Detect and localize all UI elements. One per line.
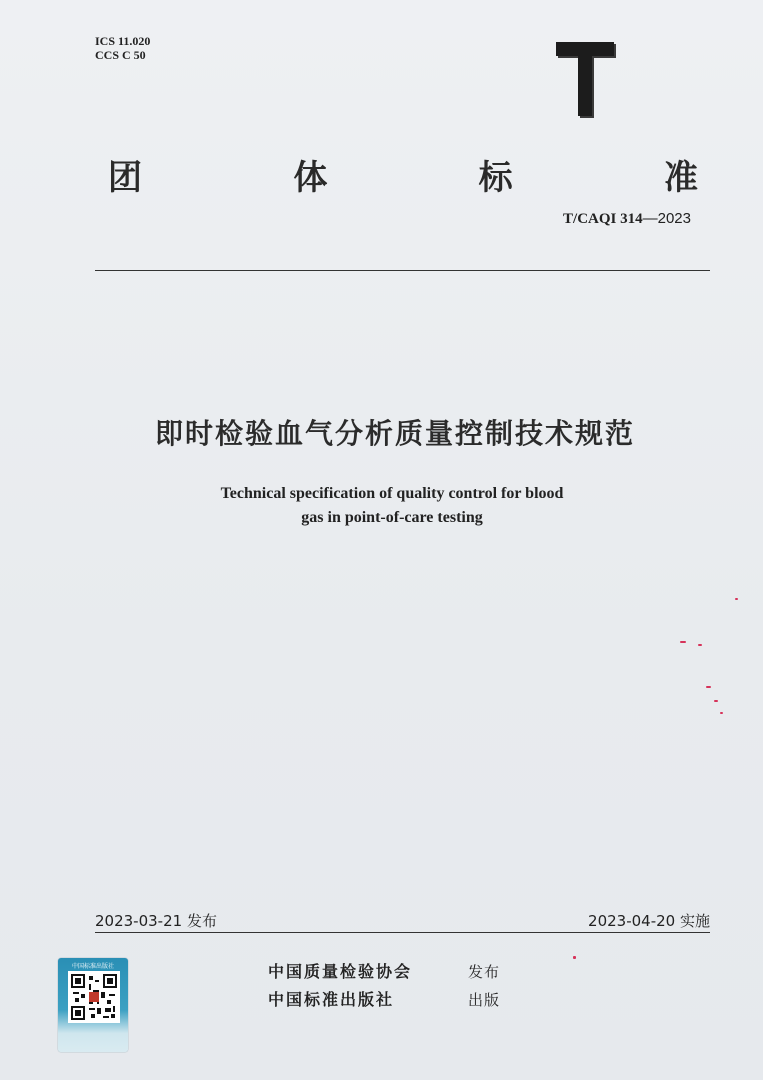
publishers xyxy=(268,958,500,1014)
publisher-org: 中国质量检验协会 xyxy=(268,962,413,981)
standard-type-char: 体 xyxy=(293,158,328,198)
standard-number-prefix: T/CAQI 314 xyxy=(563,211,643,227)
chinese-title: 即时检验血气分析质量控制技术规范 xyxy=(154,417,635,450)
english-title xyxy=(0,482,763,530)
anti-counterfeit-sticker xyxy=(58,958,128,1052)
standard-type-char: 准 xyxy=(663,158,698,198)
implementation-date: 2023-04-20 实施 xyxy=(588,912,710,930)
top-divider xyxy=(95,270,710,271)
publisher-row xyxy=(268,986,500,1014)
sticker-label: 中国标准出版社 xyxy=(71,963,114,970)
standard-number-year: —2023 xyxy=(642,210,691,227)
publisher-org: 中国标准出版社 xyxy=(268,990,395,1009)
qr-code-icon[interactable] xyxy=(68,971,120,1023)
publisher-role: 出版 xyxy=(468,991,501,1009)
bottom-divider xyxy=(95,932,710,933)
classification-codes xyxy=(95,34,150,62)
standard-type-heading xyxy=(108,150,698,199)
ccs-code: CCS C 50 xyxy=(95,48,146,62)
issue-date: 2023-03-21 发布 xyxy=(95,912,217,930)
standard-type-char: 标 xyxy=(478,158,513,198)
ics-code: ICS 11.020 xyxy=(95,34,151,48)
publisher-role: 发布 xyxy=(468,963,501,981)
english-title-line: Technical specification of quality control for blood xyxy=(220,485,564,502)
english-title-line: gas in point-of-care testing xyxy=(301,509,483,526)
group-standard-t-logo xyxy=(556,40,616,118)
standard-number xyxy=(563,210,691,228)
publisher-row xyxy=(268,958,500,986)
standard-type-char: 团 xyxy=(108,158,142,198)
